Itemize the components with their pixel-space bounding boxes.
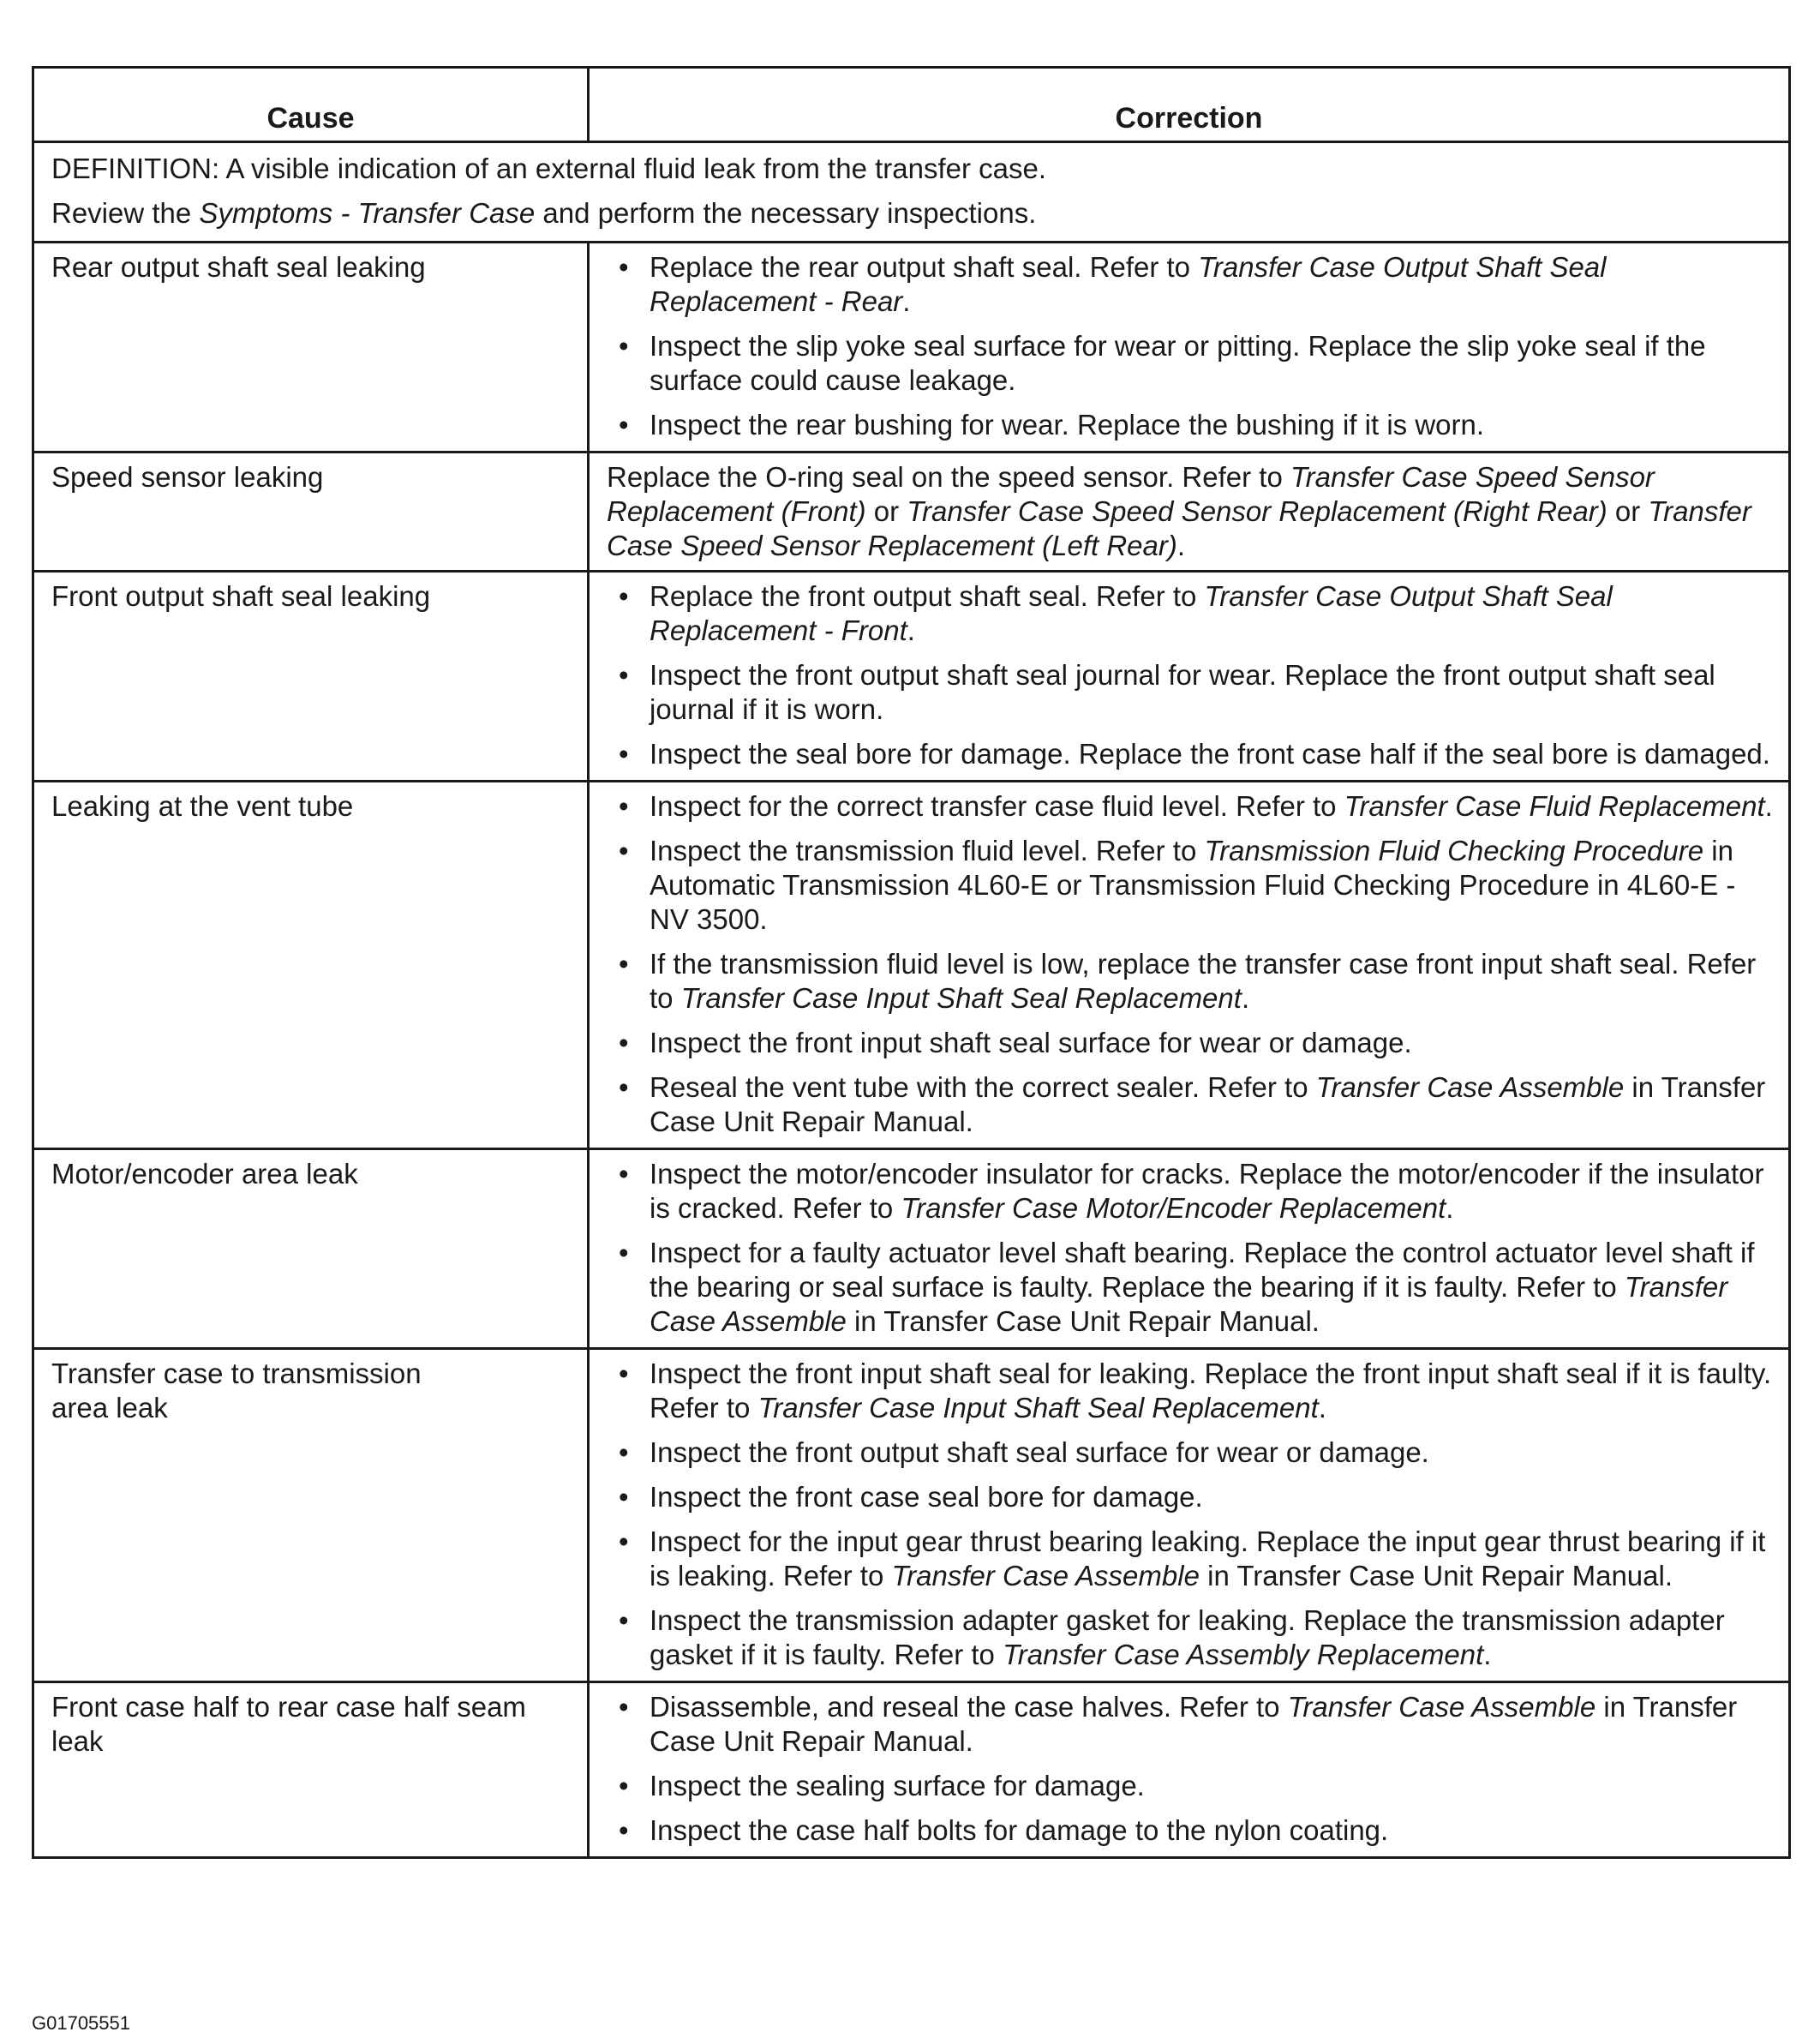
figure-id: G01705551 <box>32 2012 130 2034</box>
bullet-icon: • <box>619 1814 629 1846</box>
correction-text: . <box>1764 790 1773 822</box>
correction-item <box>607 579 1776 648</box>
reference-text: Transfer Case Assembly Replacement <box>1003 1639 1484 1670</box>
correction-text: in Transfer Case Unit Repair Manual. <box>846 1305 1320 1337</box>
correction-text: . <box>1483 1639 1492 1670</box>
bullet-icon: • <box>619 1027 629 1058</box>
bullet-icon: • <box>619 790 629 822</box>
correction-item <box>607 329 1776 398</box>
bullet-icon: • <box>619 1691 629 1723</box>
correction-item <box>607 250 1776 319</box>
cause-cell: Motor/encoder area leak <box>33 1149 589 1349</box>
table-row <box>33 1682 1790 1858</box>
bullet-icon: • <box>619 1526 629 1557</box>
correction-item <box>607 1690 1776 1759</box>
correction-list <box>607 250 1776 442</box>
correction-text: Inspect the transmission adapter gasket for leaking. Replace the transmission adapter gasket if it is faulty. Refer to <box>650 1604 1725 1670</box>
correction-item <box>607 737 1776 771</box>
correction-list <box>607 789 1776 1139</box>
correction-text: Inspect for a faulty actuator level shaft bearing. Replace the control actuator level shaft if the bearing or seal surface is faulty. Replace the bearing if it is faulty. Refer to <box>650 1237 1755 1303</box>
correction-text: Inspect the rear bushing for wear. Replace the bushing if it is worn. <box>650 409 1485 441</box>
reference-text: Transmission Fluid Checking Procedure <box>1204 835 1704 866</box>
reference-text: Transfer Case Assemble <box>650 1271 1728 1337</box>
reference-text: Transfer Case Input Shaft Seal Replacement <box>757 1392 1319 1424</box>
bullet-icon: • <box>619 1770 629 1801</box>
correction-text: in Automatic Transmission 4L60-E or Transmission Fluid Checking Procedure in 4L60-E - NV 3500. <box>650 835 1736 935</box>
bullet-icon: • <box>619 1158 629 1190</box>
correction-text: . <box>1176 530 1186 561</box>
correction-text: or <box>865 495 907 527</box>
correction-text: Inspect the sealing surface for damage. <box>650 1770 1145 1801</box>
correction-cell <box>589 1349 1790 1682</box>
correction-cell <box>589 243 1790 453</box>
correction-text: . <box>1241 982 1250 1014</box>
correction-list <box>607 1357 1776 1672</box>
correction-text: Reseal the vent tube with the correct sealer. Refer to <box>650 1071 1316 1103</box>
correction-list <box>607 1690 1776 1848</box>
cause-cell: Front output shaft seal leaking <box>33 572 589 782</box>
correction-text: . <box>907 614 915 646</box>
correction-text: in Transfer Case Unit Repair Manual. <box>650 1071 1766 1137</box>
reference-text: Transfer Case Speed Sensor Replacement (Front) <box>607 461 1655 527</box>
bullet-icon: • <box>619 251 629 283</box>
reference-text: Transfer Case Fluid Replacement <box>1344 790 1765 822</box>
correction-text: Inspect for the correct transfer case fluid level. Refer to <box>650 790 1344 822</box>
diagnosis-table <box>32 66 1791 1859</box>
reference-text: Transfer Case Output Shaft Seal Replacement - Rear <box>650 251 1607 317</box>
correction-text: Inspect for the input gear thrust bearing leaking. Replace the input gear thrust bearing if it is leaking. Refer to <box>650 1526 1766 1591</box>
reference-text: Transfer Case Motor/Encoder Replacement <box>901 1192 1446 1224</box>
correction-text: . <box>902 285 911 317</box>
bullet-icon: • <box>619 1604 629 1636</box>
correction-item <box>607 1480 1776 1514</box>
correction-cell <box>589 572 1790 782</box>
definition-text: DEFINITION: A visible indication of an external fluid leak from the transfer case. <box>51 153 1047 184</box>
definition-cell <box>33 142 1790 243</box>
reference-text: Transfer Case Output Shaft Seal Replacement - Front <box>650 580 1613 646</box>
reference-text: Transfer Case Assemble <box>1287 1691 1596 1723</box>
correction-cell <box>589 1149 1790 1349</box>
correction-text: Replace the O-ring seal on the speed sensor. Refer to <box>607 461 1290 493</box>
correction-item <box>607 1070 1776 1139</box>
cause-cell: Transfer case to transmission area leak <box>33 1349 589 1682</box>
correction-text: Inspect the slip yoke seal surface for wear or pitting. Replace the slip yoke seal if the surface could cause leakage. <box>650 330 1706 396</box>
bullet-icon: • <box>619 1237 629 1268</box>
correction-item <box>607 834 1776 937</box>
review-text-link: Symptoms - Transfer Case <box>199 197 536 229</box>
correction-text: Inspect the front input shaft seal surface for wear or damage. <box>650 1027 1412 1058</box>
review-text-start: Review the <box>51 197 200 229</box>
bullet-icon: • <box>619 580 629 612</box>
reference-text: Transfer Case Speed Sensor Replacement (Right Rear) <box>907 495 1607 527</box>
correction-text: Inspect the front case seal bore for damage. <box>650 1481 1203 1513</box>
table-row <box>33 243 1790 453</box>
correction-item <box>607 1436 1776 1470</box>
bullet-icon: • <box>619 948 629 980</box>
bullet-icon: • <box>619 1481 629 1513</box>
correction-text: Inspect the front output shaft seal surface for wear or damage. <box>650 1436 1429 1468</box>
table-header-row <box>33 68 1790 142</box>
correction-text: in Transfer Case Unit Repair Manual. <box>650 1691 1738 1757</box>
table-row <box>33 782 1790 1149</box>
correction-text: Inspect the motor/encoder insulator for cracks. Replace the motor/encoder if the insulator is cracked. Refer to <box>650 1158 1764 1224</box>
correction-cell <box>589 782 1790 1149</box>
bullet-icon: • <box>619 409 629 441</box>
correction-item <box>607 1525 1776 1593</box>
cause-cell: Leaking at the vent tube <box>33 782 589 1149</box>
correction-text: . <box>1446 1192 1454 1224</box>
reference-text: Transfer Case Input Shaft Seal Replacement <box>680 982 1242 1014</box>
correction-text: . <box>1318 1392 1326 1424</box>
bullet-icon: • <box>619 1071 629 1103</box>
correction-text: in Transfer Case Unit Repair Manual. <box>1199 1560 1673 1591</box>
correction-text: Inspect the transmission fluid level. Refer to <box>650 835 1205 866</box>
cause-cell: Rear output shaft seal leaking <box>33 243 589 453</box>
correction-list <box>607 1157 1776 1339</box>
cause-cell: Speed sensor leaking <box>33 453 589 572</box>
correction-item <box>607 408 1776 442</box>
correction-text: Replace the rear output shaft seal. Refer to <box>650 251 1199 283</box>
reference-text: Transfer Case Assemble <box>1315 1071 1625 1103</box>
header-cause: Cause <box>33 68 589 142</box>
correction-cell <box>589 453 1790 572</box>
reference-text: Transfer Case Assemble <box>891 1560 1200 1591</box>
correction-item <box>607 658 1776 727</box>
correction-text: Inspect the front output shaft seal journal for wear. Replace the front output shaft seal journal if it is worn. <box>650 659 1715 725</box>
correction-item <box>607 1769 1776 1803</box>
correction-text: Inspect the front input shaft seal for leaking. Replace the front input shaft seal if it is faulty. Refer to <box>650 1358 1772 1424</box>
table-row <box>33 572 1790 782</box>
correction-text: If the transmission fluid level is low, replace the transfer case front input shaft seal. Refer to <box>650 948 1757 1014</box>
correction-item <box>607 1813 1776 1848</box>
correction-cell <box>589 1682 1790 1858</box>
bullet-icon: • <box>619 1358 629 1389</box>
correction-list <box>607 579 1776 771</box>
cause-cell: Front case half to rear case half seam leak <box>33 1682 589 1858</box>
correction-item <box>607 1603 1776 1672</box>
correction-item <box>607 947 1776 1016</box>
correction-item <box>607 1026 1776 1060</box>
correction-text: Disassemble, and reseal the case halves. Refer to <box>650 1691 1288 1723</box>
table-row <box>33 1149 1790 1349</box>
header-correction: Correction <box>589 68 1790 142</box>
definition-row <box>33 142 1790 243</box>
table-row <box>33 1349 1790 1682</box>
correction-item <box>607 1157 1776 1226</box>
bullet-icon: • <box>619 659 629 691</box>
correction-paragraph <box>607 460 1787 563</box>
table-row <box>33 453 1790 572</box>
correction-text: Inspect the seal bore for damage. Replace the front case half if the seal bore is damaged. <box>650 738 1770 770</box>
review-text-end: and perform the necessary inspections. <box>535 197 1037 229</box>
reference-text: Transfer Case Speed Sensor Replacement (Left Rear) <box>607 495 1751 561</box>
correction-item <box>607 1236 1776 1339</box>
review-text <box>51 195 1776 234</box>
bullet-icon: • <box>619 1436 629 1468</box>
correction-text: or <box>1607 495 1649 527</box>
correction-item <box>607 789 1776 824</box>
bullet-icon: • <box>619 835 629 866</box>
bullet-icon: • <box>619 330 629 362</box>
bullet-icon: • <box>619 738 629 770</box>
correction-text: Replace the front output shaft seal. Refer to <box>650 580 1205 612</box>
correction-item <box>607 1357 1776 1425</box>
correction-text: Inspect the case half bolts for damage to the nylon coating. <box>650 1814 1389 1846</box>
